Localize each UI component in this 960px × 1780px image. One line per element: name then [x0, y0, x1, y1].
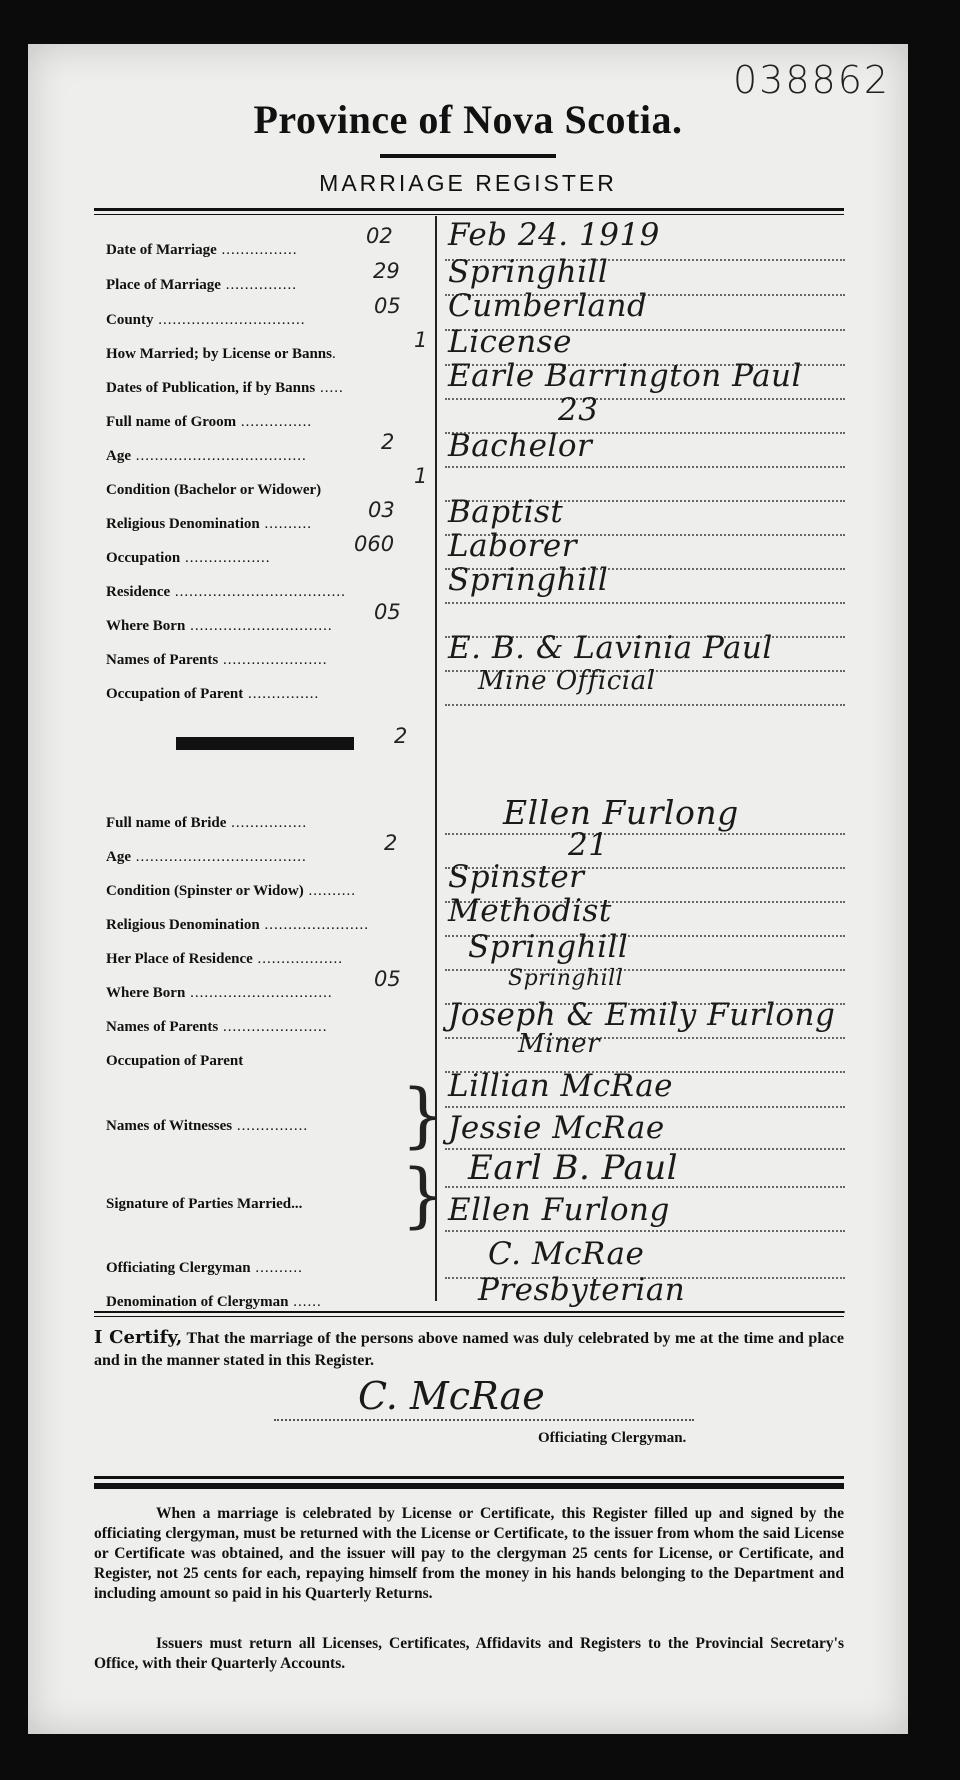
field-label: Dates of Publication, if by Banns .....	[106, 380, 344, 396]
notice-rule-top	[94, 1476, 844, 1479]
field-label: Occupation ..................	[106, 550, 271, 566]
field-code: 05	[374, 967, 401, 991]
title-underline	[380, 154, 556, 158]
field-label: Condition (Bachelor or Widower)	[106, 482, 322, 498]
field-label: Occupation of Parent ...............	[106, 686, 320, 702]
field-value: Methodist	[448, 893, 612, 929]
page-subtitle: MARRIAGE REGISTER	[319, 170, 617, 196]
field-value: Feb 24. 1919	[448, 217, 660, 253]
field-label: Full name of Groom ...............	[106, 414, 313, 430]
field-dotline	[445, 602, 845, 604]
field-dotline	[445, 466, 845, 468]
field-dotline	[445, 969, 845, 971]
cert-rule-top	[94, 1311, 844, 1313]
register-number: 038862	[733, 58, 891, 102]
field-code: 05	[374, 294, 401, 318]
field-value: Miner	[518, 1029, 600, 1059]
field-code: 2	[384, 831, 398, 855]
clergy-denomination-value: Presbyterian	[478, 1272, 686, 1308]
field-label: Occupation of Parent	[106, 1053, 244, 1069]
field-label: Religious Denomination ..........	[106, 516, 313, 532]
field-label: Where Born ..............................	[106, 618, 333, 634]
field-value: Laborer	[448, 528, 578, 564]
field-value: Baptist	[448, 494, 564, 530]
field-dotline	[445, 1037, 845, 1039]
notice-rule-thick	[94, 1483, 844, 1489]
field-code: 03	[368, 498, 395, 522]
field-value: Springhill	[468, 929, 629, 965]
field-label: Age ....................................	[106, 849, 307, 865]
field-value: 21	[568, 827, 609, 863]
page-title: Province of Nova Scotia.	[253, 97, 683, 142]
field-dotline	[445, 1230, 845, 1232]
field-value: E. B. & Lavinia Paul	[448, 630, 773, 666]
field-code: 060	[354, 532, 395, 556]
field-value: Cumberland	[448, 288, 648, 324]
clergy-signature: C. McRae	[358, 1374, 545, 1418]
field-value: Bachelor	[448, 428, 593, 464]
party-groom-signature: Earl B. Paul	[468, 1148, 679, 1188]
field-value: License	[448, 324, 572, 360]
field-label: How Married; by License or Banns.	[106, 346, 337, 362]
field-code: 1	[414, 464, 428, 488]
field-label: Religious Denomination ......................	[106, 917, 370, 933]
clergy-label: Officiating Clergyman ..........	[106, 1260, 303, 1276]
field-value: Spinster	[448, 859, 585, 895]
field-code: 2	[394, 724, 408, 748]
clergy-value: C. McRae	[488, 1236, 645, 1272]
field-code: 05	[374, 600, 401, 624]
return-instructions: When a marriage is celebrated by License or Certificate, this Register filled up and signed by the officiating clergyman, must be returned with the License or Certificate, to the issuer from whom the said License or Certificate was obtained, and the issuer will pay to the clergyman 25 cents for License, or Certificate, and Register, not 25 cents for each, repaying himself from the money in his hands belonging to the Department and including amount so paid in his Quarterly Returns.	[94, 1505, 844, 1602]
field-label: Where Born ..............................	[106, 985, 333, 1001]
issuer-instructions: Issuers must return all Licenses, Certificates, Affidavits and Registers to the Provincial Secretary's Office, with their Quarterly Accounts.	[94, 1635, 844, 1672]
field-label: Her Place of Residence ..................	[106, 951, 344, 967]
signature-label: Officiating Clergyman.	[538, 1430, 687, 1446]
field-label: County ...............................	[106, 312, 306, 328]
parties-brace: }	[401, 1154, 446, 1236]
register-page	[28, 44, 908, 1734]
field-value: 23	[558, 392, 599, 428]
field-value: Mine Official	[478, 666, 656, 696]
field-code: 02	[366, 224, 393, 248]
field-dotline	[445, 1106, 845, 1108]
witnesses-label: Names of Witnesses ...............	[106, 1118, 309, 1134]
field-dotline	[445, 1186, 845, 1188]
party-bride-signature: Ellen Furlong	[448, 1192, 670, 1228]
field-value: Ellen Furlong	[503, 793, 739, 832]
field-code: 1	[414, 328, 428, 352]
field-label: Place of Marriage ...............	[106, 277, 297, 293]
cert-lead: I Certify,	[94, 1327, 183, 1348]
field-dotline	[445, 833, 845, 835]
parties-label: Signature of Parties Married...	[106, 1196, 303, 1212]
top-rule-thin	[94, 214, 844, 215]
witness-1: Lillian McRae	[448, 1068, 674, 1104]
clergy-denomination-label: Denomination of Clergyman ......	[106, 1294, 322, 1310]
redaction-bar	[176, 737, 354, 750]
witness-2: Jessie McRae	[448, 1110, 665, 1146]
field-label: Names of Parents ......................	[106, 652, 328, 668]
field-value: Earle Barrington Paul	[448, 358, 802, 394]
signature-dotline	[274, 1419, 694, 1421]
cert-rule-top-thin	[94, 1316, 844, 1317]
cert-text: That the marriage of the persons above named was duly celebrated by me at the time and place and in the manner stated in this Register.	[94, 1330, 844, 1369]
field-label: Full name of Bride ................	[106, 815, 308, 831]
field-label: Names of Parents ......................	[106, 1019, 328, 1035]
certification-statement	[94, 1327, 844, 1372]
field-value: Springhill	[508, 966, 624, 991]
field-label: Age ....................................	[106, 448, 307, 464]
field-dotline	[445, 704, 845, 706]
field-value: Joseph & Emily Furlong	[448, 997, 836, 1033]
field-label: Residence ....................................	[106, 584, 346, 600]
field-code: 29	[373, 259, 400, 283]
field-label: Condition (Spinster or Widow) ..........	[106, 883, 356, 899]
witnesses-brace: }	[401, 1074, 446, 1156]
field-label: Date of Marriage ................	[106, 242, 298, 258]
top-rule	[94, 208, 844, 211]
field-value: Springhill	[448, 254, 609, 290]
field-value: Springhill	[448, 562, 609, 598]
field-dotline	[445, 398, 845, 400]
field-code: 2	[381, 430, 395, 454]
